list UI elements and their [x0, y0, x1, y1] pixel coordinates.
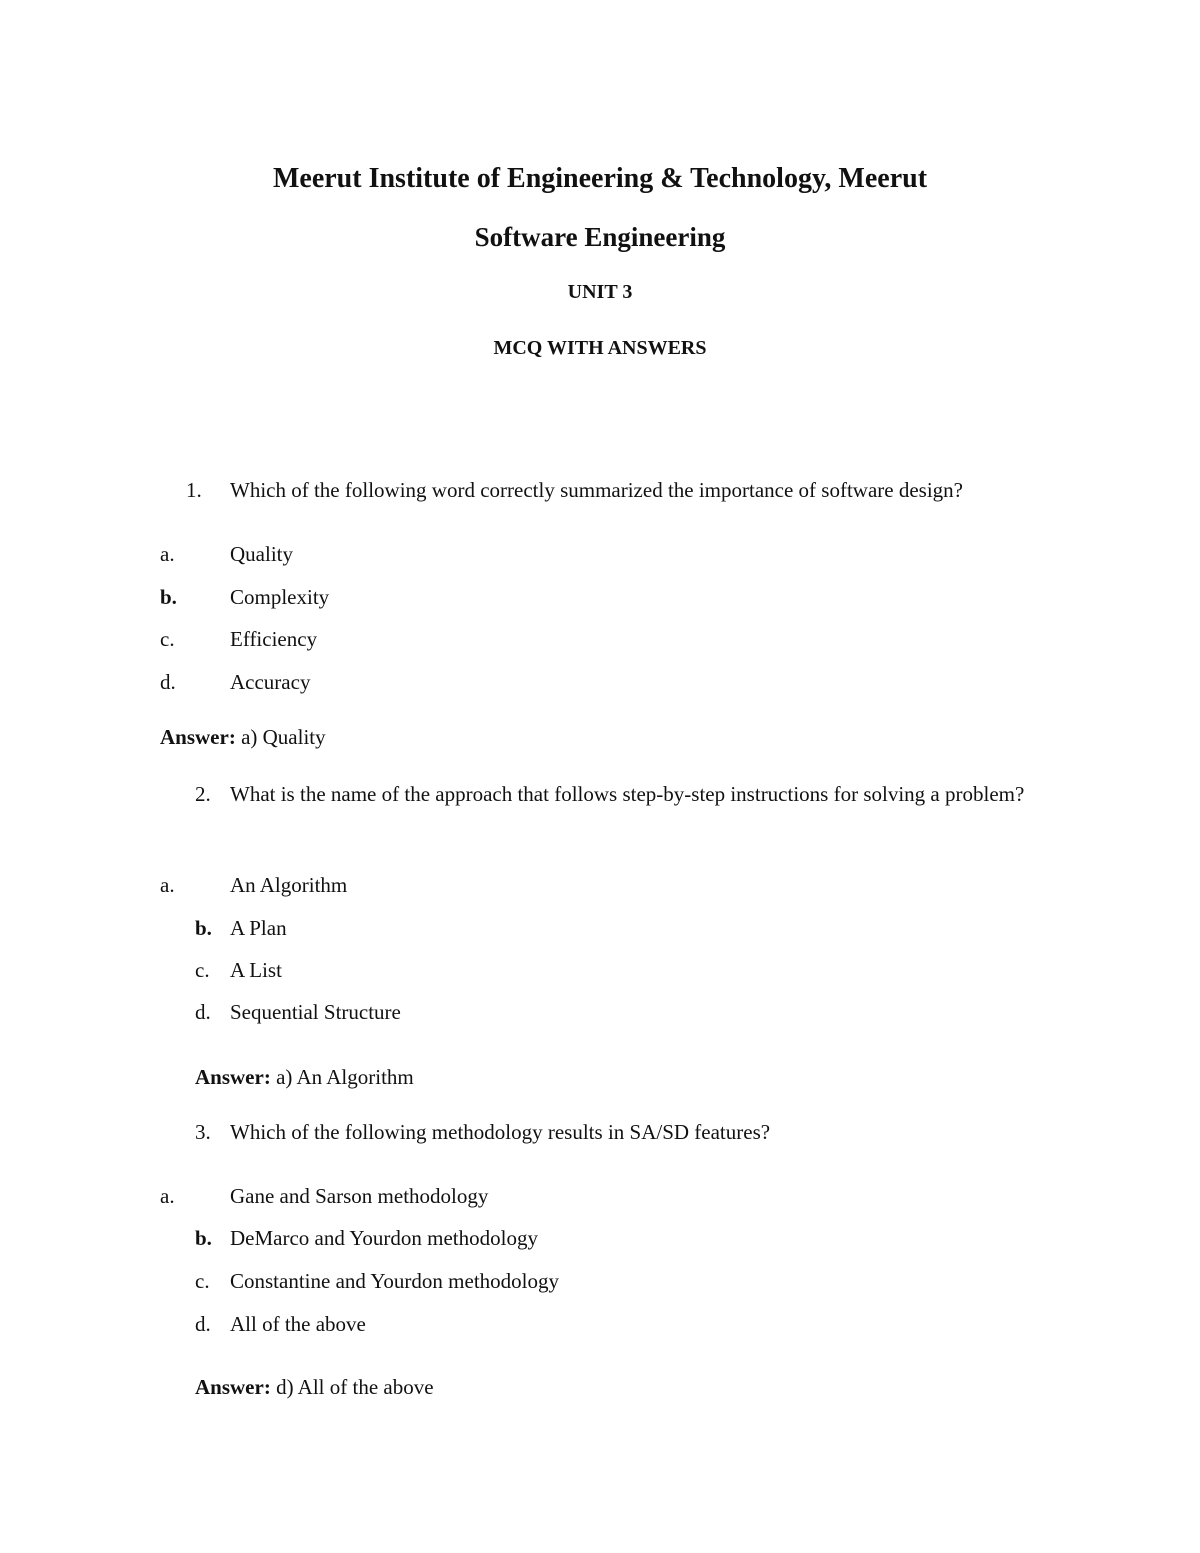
- option-text: Efficiency: [230, 627, 318, 651]
- institute-title: Meerut Institute of Engineering & Technology, Meerut: [272, 163, 928, 194]
- answer-text: a) Quality: [241, 725, 326, 749]
- option-text: Gane and Sarson methodology: [230, 1184, 489, 1208]
- option-marker: d.: [195, 1312, 211, 1336]
- option-text: An Algorithm: [230, 873, 348, 897]
- answer-text: a) An Algorithm: [276, 1065, 414, 1089]
- question-number: 1.: [186, 478, 202, 502]
- option-marker: d.: [160, 670, 176, 694]
- option-marker: c.: [195, 958, 210, 982]
- option-marker: c.: [195, 1269, 210, 1293]
- option-marker: a.: [160, 873, 175, 897]
- question-text: Which of the following word correctly summarized the importance of software design?: [230, 478, 964, 502]
- option-marker: b.: [195, 1226, 212, 1250]
- option-text: A Plan: [230, 916, 287, 940]
- option-marker: a.: [160, 1184, 175, 1208]
- option-text: A List: [230, 958, 282, 982]
- answer-line: [195, 1374, 434, 1401]
- option-marker: b.: [195, 916, 212, 940]
- answer-label: Answer:: [160, 725, 236, 749]
- question-text: Which of the following methodology results in SA/SD features?: [230, 1120, 771, 1144]
- question-text: What is the name of the approach that follows step-by-step instructions for solving a problem?: [230, 782, 1025, 806]
- option-text: Constantine and Yourdon methodology: [230, 1269, 559, 1293]
- option-marker: b.: [160, 585, 177, 609]
- subject-title: Software Engineering: [474, 222, 726, 252]
- answer-line: [195, 1064, 414, 1091]
- option-marker: c.: [160, 627, 175, 651]
- question-number: 2.: [195, 782, 211, 806]
- option-text: DeMarco and Yourdon methodology: [230, 1226, 538, 1250]
- answer-label: Answer:: [195, 1065, 271, 1089]
- option-text: Complexity: [230, 585, 330, 609]
- question-number: 3.: [195, 1120, 211, 1144]
- option-text: Quality: [230, 542, 293, 566]
- answer-line: [160, 724, 326, 751]
- answer-text: d) All of the above: [276, 1375, 434, 1399]
- unit-heading: UNIT 3: [567, 281, 633, 303]
- section-heading: MCQ WITH ANSWERS: [493, 337, 707, 359]
- option-text: All of the above: [230, 1312, 366, 1336]
- option-marker: a.: [160, 542, 175, 566]
- option-text: Sequential Structure: [230, 1000, 401, 1024]
- answer-label: Answer:: [195, 1375, 271, 1399]
- option-text: Accuracy: [230, 670, 311, 694]
- option-marker: d.: [195, 1000, 211, 1024]
